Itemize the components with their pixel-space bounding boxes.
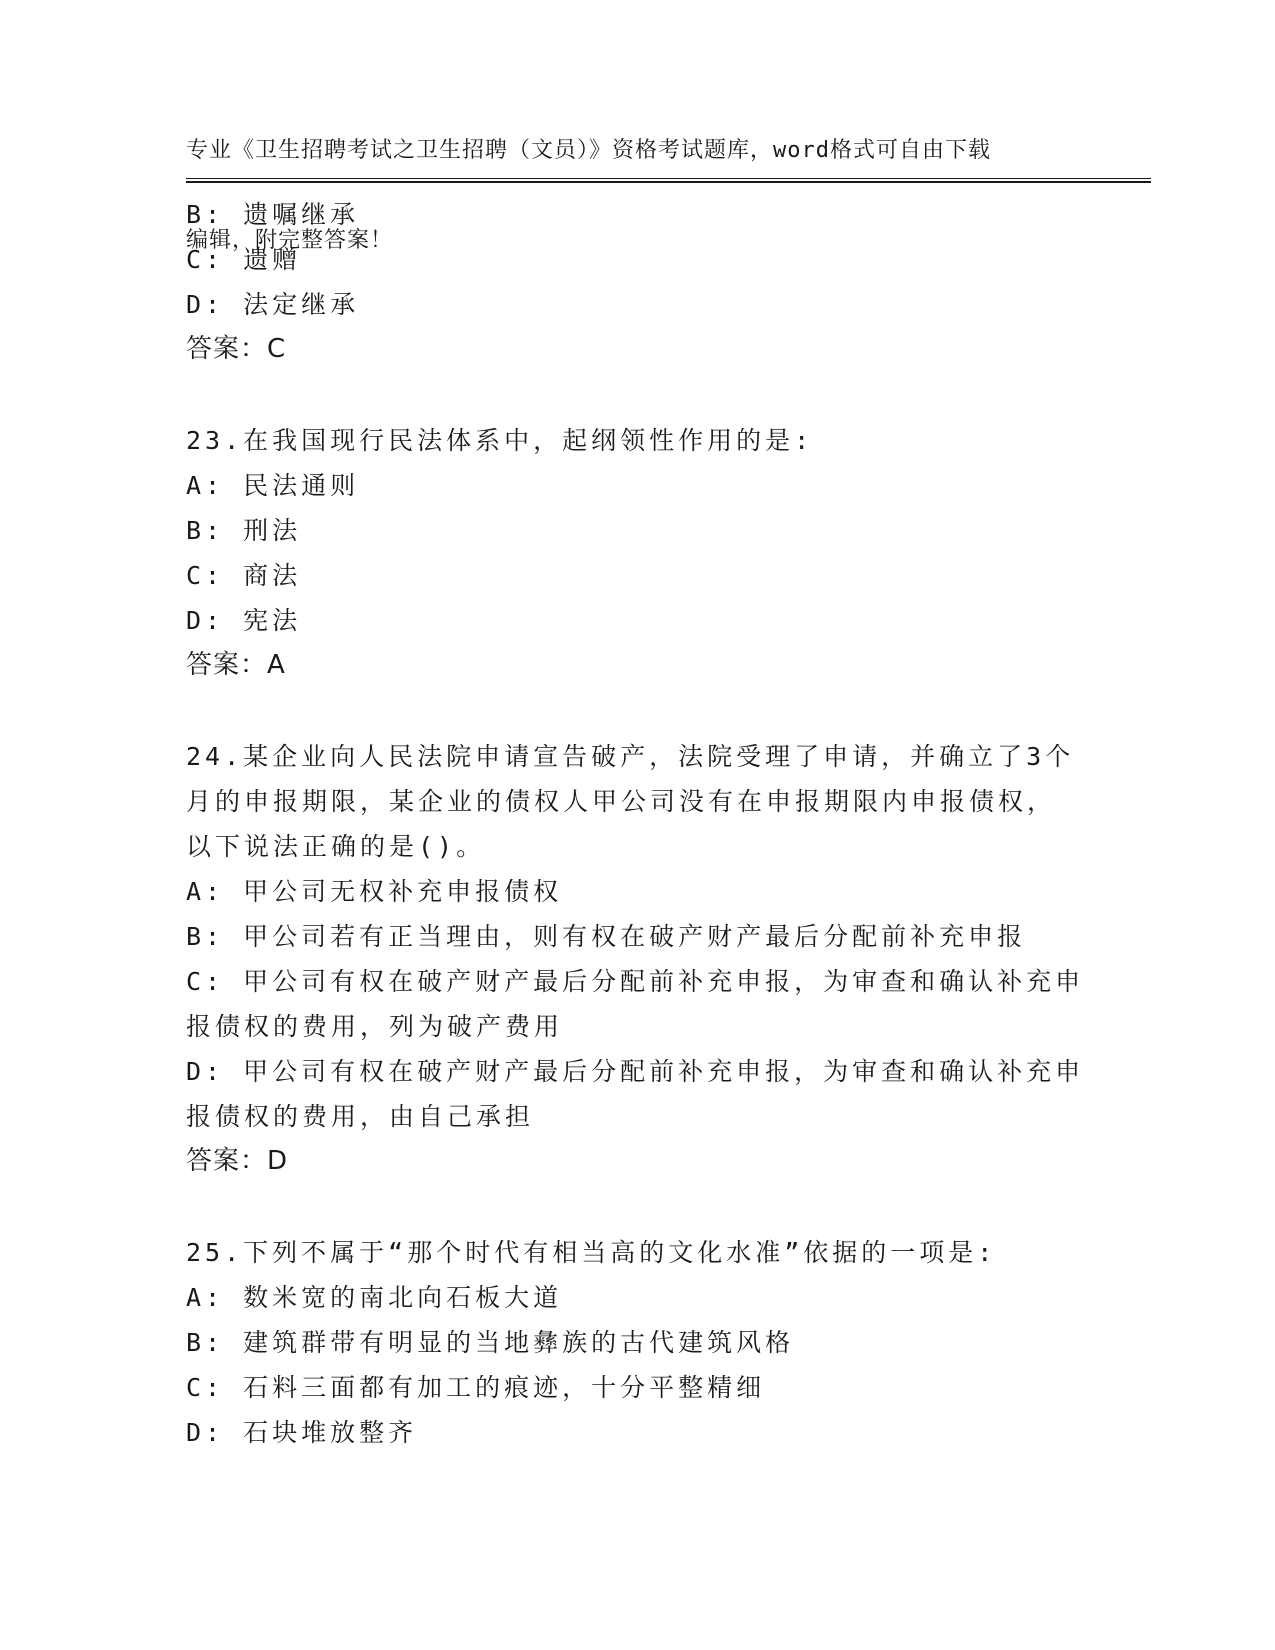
q22-option-c: C: 遗赠 bbox=[186, 245, 302, 274]
spacer bbox=[186, 688, 1086, 734]
question-22 bbox=[186, 192, 1086, 372]
q25-option-a: A: 数米宽的南北向石板大道 bbox=[186, 1283, 563, 1312]
q23-answer: 答案：A bbox=[186, 650, 286, 680]
q23-question: 23.在我国现行民法体系中，起纲领性作用的是: bbox=[186, 426, 814, 455]
q24-answer: 答案：D bbox=[186, 1146, 289, 1176]
q22-option-d: D: 法定继承 bbox=[186, 290, 360, 319]
q22-option-b: B: 遗嘱继承 bbox=[186, 200, 360, 229]
header-line-1: 专业《卫生招聘考试之卫生招聘（文员）》资格考试题库，word格式可自由下载 bbox=[186, 138, 991, 163]
header-divider-thin bbox=[186, 178, 1151, 179]
q24-option-d-line-2: 报债权的费用，由自己承担 bbox=[186, 1102, 535, 1131]
q23-option-d: D: 宪法 bbox=[186, 606, 302, 635]
q23-option-a: A: 民法通则 bbox=[186, 471, 360, 500]
question-list bbox=[186, 192, 1086, 1455]
q23-option-b: B: 刑法 bbox=[186, 516, 302, 545]
q22-answer: 答案：C bbox=[186, 334, 287, 364]
q24-option-a: A: 甲公司无权补充申报债权 bbox=[186, 877, 563, 906]
q25-question: 25.下列不属于“那个时代有相当高的文化水准”依据的一项是: bbox=[186, 1238, 997, 1267]
question-24 bbox=[186, 734, 1086, 1184]
q24-option-d-line-1: D: 甲公司有权在破产财产最后分配前补充申报，为审查和确认补充申 bbox=[186, 1057, 1085, 1086]
question-23 bbox=[186, 418, 1086, 688]
q23-option-c: C: 商法 bbox=[186, 561, 302, 590]
q25-option-b: B: 建筑群带有明显的当地彝族的古代建筑风格 bbox=[186, 1328, 795, 1357]
header-divider-thick bbox=[186, 181, 1151, 183]
q24-option-c-line-2: 报债权的费用，列为破产费用 bbox=[186, 1012, 564, 1041]
q24-question-line-2: 月的申报期限，某企业的债权人甲公司没有在申报期限内申报债权， bbox=[186, 787, 1057, 816]
q24-question-line-1: 24.某企业向人民法院申请宣告破产，法院受理了申请，并确立了3个 bbox=[186, 742, 1075, 771]
spacer bbox=[186, 372, 1086, 418]
q25-option-d: D: 石块堆放整齐 bbox=[186, 1418, 418, 1447]
header-line-2: 编辑，附完整答案！ bbox=[186, 228, 394, 253]
spacer bbox=[186, 1184, 1086, 1230]
q25-option-c: C: 石料三面都有加工的痕迹，十分平整精细 bbox=[186, 1373, 766, 1402]
q24-option-b: B: 甲公司若有正当理由，则有权在破产财产最后分配前补充申报 bbox=[186, 922, 1027, 951]
question-25 bbox=[186, 1230, 1086, 1455]
q24-option-c-line-1: C: 甲公司有权在破产财产最后分配前补充申报，为审查和确认补充申 bbox=[186, 967, 1085, 996]
q24-question-line-3: 以下说法正确的是()。 bbox=[186, 832, 486, 861]
